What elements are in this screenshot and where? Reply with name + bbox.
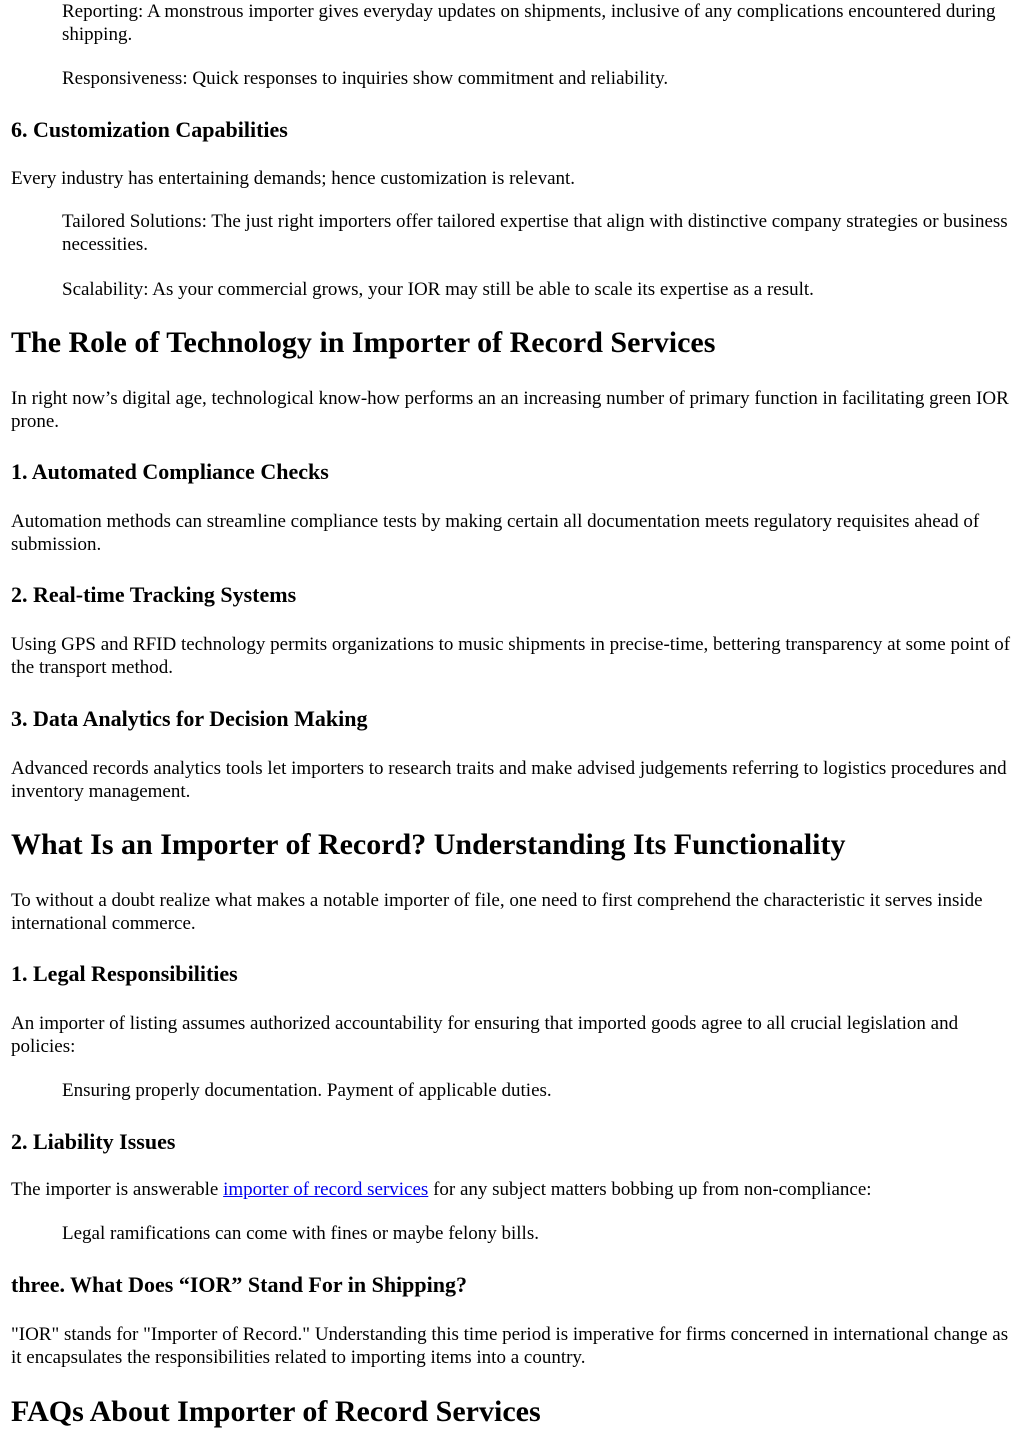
reporting-paragraph: Reporting: A monstrous importer gives everyday updates on shipments, inclusive of any complications encountered during shipping. <box>62 1 996 45</box>
tailored-solutions-paragraph: Tailored Solutions: The just right importers offer tailored expertise that align with distinctive company strategies or business necessities. <box>62 211 1008 255</box>
technology-heading: The Role of Technology in Importer of Record Services <box>11 326 716 359</box>
what-is-ior-heading: What Is an Importer of Record? Understanding Its Functionality <box>11 828 846 861</box>
scalability-paragraph: Scalability: As your commercial grows, your IOR may still be able to scale its expertise as a result. <box>62 279 814 300</box>
tracking-heading: 2. Real-time Tracking Systems <box>11 582 297 607</box>
liability-text-after: for any subject matters bobbing up from non-compliance: <box>428 1179 872 1200</box>
technology-paragraph: In right now’s digital age, technological know-how performs an an increasing number of primary function in facilitating green IOR prone. <box>11 388 1009 432</box>
what-is-ior-paragraph: To without a doubt realize what makes a notable importer of file, one need to first comprehend the characteristic it serves inside international commerce. <box>11 890 983 934</box>
liability-paragraph <box>11 1178 1016 1201</box>
liability-text-before: The importer is answerable <box>11 1179 224 1200</box>
ior-meaning-heading: three. What Does “IOR” Stand For in Shipping? <box>11 1272 467 1297</box>
analytics-paragraph: Advanced records analytics tools let importers to research traits and make advised judgements referring to logistics procedures and inventory management. <box>11 758 1007 802</box>
legal-responsibilities-item: Ensuring properly documentation. Payment of applicable duties. <box>62 1080 552 1101</box>
tracking-paragraph: Using GPS and RFID technology permits organizations to music shipments in precise-time, bettering transparency at some point of the transport method. <box>11 634 1011 678</box>
automated-compliance-heading: 1. Automated Compliance Checks <box>11 459 329 484</box>
analytics-heading: 3. Data Analytics for Decision Making <box>11 706 368 731</box>
customization-heading: 6. Customization Capabilities <box>11 117 288 142</box>
legal-responsibilities-paragraph: An importer of listing assumes authorized accountability for ensuring that imported goods agree to all crucial legislation and policies: <box>11 1013 959 1057</box>
importer-of-record-services-link[interactable]: importer of record services <box>223 1179 429 1200</box>
customization-paragraph: Every industry has entertaining demands; hence customization is relevant. <box>11 168 576 189</box>
responsiveness-paragraph: Responsiveness: Quick responses to inquiries show commitment and reliability. <box>62 68 669 89</box>
ior-meaning-paragraph: "IOR" stands for "Importer of Record." Understanding this time period is imperative for firms concerned in international change as it encapsulates the responsibilities related to importing items into a country. <box>11 1324 1009 1368</box>
liability-item: Legal ramifications can come with fines or maybe felony bills. <box>62 1223 539 1244</box>
automated-compliance-paragraph: Automation methods can streamline compliance tests by making certain all documentation meets regulatory requisites ahead of submission. <box>11 511 980 555</box>
liability-heading: 2. Liability Issues <box>11 1129 176 1154</box>
faqs-heading: FAQs About Importer of Record Services <box>11 1395 541 1428</box>
legal-responsibilities-heading: 1. Legal Responsibilities <box>11 961 238 986</box>
